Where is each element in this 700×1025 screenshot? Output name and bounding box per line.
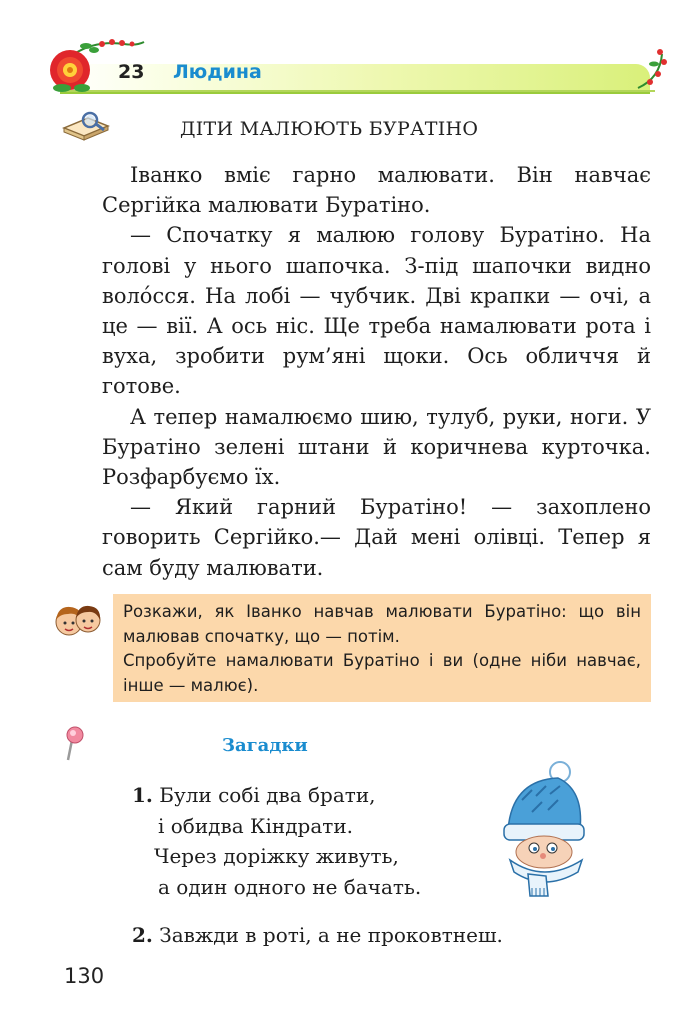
book-icon — [60, 108, 112, 144]
riddle-number: 1. — [132, 783, 153, 807]
story-paragraph: — Який гарний Буратіно! — захоплено говорить Сергійко.— Дай мені олівці. Тепер я сам буду малювати. — [102, 495, 651, 580]
story-paragraph: — Спочатку я малюю голову Буратіно. На голові у нього шапочка. З-під шапочки видно воло́сся. На лобі — чубчик. Дві крапки — очі, а це — вії. А ось ніс. Ще треба намалювати рота і вуха, зробити рум’яні щоки. Ось обличчя й готове. — [102, 223, 651, 399]
task-text-1: Розкажи, як Іванко навчав малювати Буратіно: що він малював спочатку, що — потім. — [123, 602, 641, 646]
pin-icon — [62, 726, 88, 762]
riddle-line: Були собі два брати, — [159, 783, 376, 807]
riddle-number: 2. — [132, 923, 153, 947]
header-divider — [60, 90, 655, 92]
riddle-line: Через доріжку живуть, — [154, 844, 399, 868]
story-paragraph: А тепер намалюємо шию, тулуб, руки, ноги. У Буратіно зелені штани й коричнева курточка. Розфарбуємо їх. — [102, 404, 651, 490]
task-box — [113, 594, 651, 702]
page-number: 130 — [64, 964, 105, 988]
story-text — [102, 160, 651, 583]
riddle-line: а один одного не бачать. — [158, 874, 422, 899]
riddle-1 — [132, 780, 421, 902]
lesson-topic: Людина — [173, 61, 262, 83]
riddles-heading: Загадки — [222, 735, 308, 756]
task-text-2: Спробуйте намалювати Буратіно і ви (одне ніби навчає, інше — малює). — [123, 651, 641, 695]
riddle-2 — [132, 920, 503, 951]
hat-illustration — [488, 760, 598, 900]
riddle-line: і обидва Кіндрати. — [158, 813, 354, 838]
riddle-line: Завжди в роті, а не проковтнеш. — [159, 923, 503, 947]
page-title: ДІТИ МАЛЮЮТЬ БУРАТІНО — [180, 118, 479, 140]
lesson-number: 23 — [118, 61, 145, 83]
kids-icon — [52, 600, 104, 644]
corner-ornament-icon — [630, 44, 670, 90]
story-paragraph: Іванко вміє гарно малювати. Він навчає Сергійка малювати Буратіно. — [102, 163, 651, 218]
